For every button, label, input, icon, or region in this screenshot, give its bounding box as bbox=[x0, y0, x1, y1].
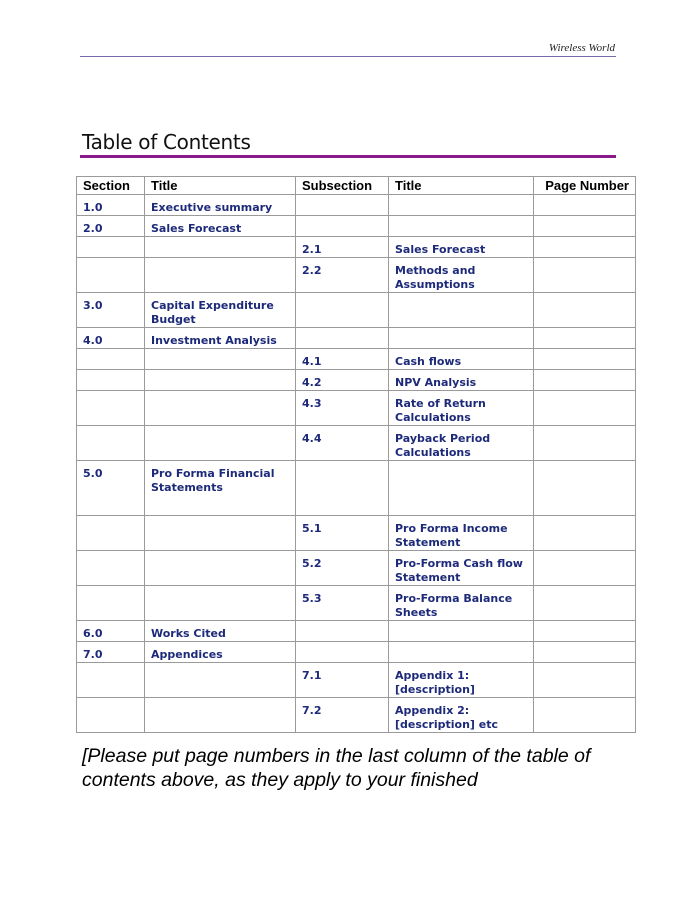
column-header-page-number: Page Number bbox=[534, 177, 636, 195]
subsection-cell: 7.2 bbox=[296, 698, 389, 733]
subsection-cell bbox=[296, 621, 389, 642]
page-number-cell bbox=[534, 195, 636, 216]
title-cell bbox=[145, 586, 296, 621]
toc-row bbox=[77, 516, 636, 551]
subtitle-cell: Appendix 2: [description] etc bbox=[389, 698, 534, 733]
section-cell bbox=[77, 551, 145, 586]
running-header: Wireless World bbox=[548, 42, 615, 54]
subsection-cell bbox=[296, 461, 389, 516]
page-number-cell bbox=[534, 258, 636, 293]
subtitle-cell: Payback Period Calculations bbox=[389, 426, 534, 461]
title-cell: Executive summary bbox=[145, 195, 296, 216]
toc-row bbox=[77, 349, 636, 370]
subsection-cell bbox=[296, 328, 389, 349]
title-cell bbox=[145, 551, 296, 586]
instruction-note: [Please put page numbers in the last column of the table of contents above, as they apply to your finished bbox=[82, 745, 591, 791]
subsection-cell bbox=[296, 293, 389, 328]
toc-row bbox=[77, 663, 636, 698]
title-cell bbox=[145, 663, 296, 698]
toc-heading-rule bbox=[80, 155, 616, 158]
header-rule bbox=[80, 56, 616, 57]
toc-row bbox=[77, 216, 636, 237]
subtitle-cell bbox=[389, 642, 534, 663]
subsection-cell: 5.2 bbox=[296, 551, 389, 586]
subtitle-cell bbox=[389, 216, 534, 237]
section-cell bbox=[77, 370, 145, 391]
section-cell bbox=[77, 349, 145, 370]
toc-row bbox=[77, 237, 636, 258]
section-cell bbox=[77, 237, 145, 258]
toc-heading: Table of Contents bbox=[82, 130, 251, 154]
subsection-cell: 4.1 bbox=[296, 349, 389, 370]
subtitle-cell bbox=[389, 293, 534, 328]
section-cell: 6.0 bbox=[77, 621, 145, 642]
page-number-cell bbox=[534, 621, 636, 642]
title-cell: Capital Expenditure Budget bbox=[145, 293, 296, 328]
title-cell bbox=[145, 391, 296, 426]
subsection-cell: 2.1 bbox=[296, 237, 389, 258]
section-cell bbox=[77, 663, 145, 698]
page-number-cell bbox=[534, 426, 636, 461]
subsection-cell: 2.2 bbox=[296, 258, 389, 293]
title-cell bbox=[145, 237, 296, 258]
subsection-cell: 4.3 bbox=[296, 391, 389, 426]
toc-row bbox=[77, 293, 636, 328]
subtitle-cell bbox=[389, 621, 534, 642]
subtitle-cell: Sales Forecast bbox=[389, 237, 534, 258]
title-cell: Investment Analysis bbox=[145, 328, 296, 349]
subtitle-cell bbox=[389, 461, 534, 516]
page-number-cell bbox=[534, 586, 636, 621]
page-number-cell bbox=[534, 461, 636, 516]
section-cell: 4.0 bbox=[77, 328, 145, 349]
title-cell bbox=[145, 258, 296, 293]
subtitle-cell: Pro-Forma Cash flow Statement bbox=[389, 551, 534, 586]
subtitle-cell bbox=[389, 328, 534, 349]
page-number-cell bbox=[534, 370, 636, 391]
toc-body bbox=[77, 195, 636, 733]
toc-row bbox=[77, 551, 636, 586]
toc-row bbox=[77, 328, 636, 349]
page-number-cell bbox=[534, 349, 636, 370]
column-header-section: Section bbox=[77, 177, 145, 195]
page-number-cell bbox=[534, 237, 636, 258]
section-cell bbox=[77, 698, 145, 733]
toc-row bbox=[77, 258, 636, 293]
page-number-cell bbox=[534, 216, 636, 237]
subsection-cell: 5.3 bbox=[296, 586, 389, 621]
subtitle-cell: Pro Forma Income Statement bbox=[389, 516, 534, 551]
toc-table bbox=[76, 176, 636, 733]
title-cell: Appendices bbox=[145, 642, 296, 663]
page-number-cell bbox=[534, 551, 636, 586]
section-cell: 2.0 bbox=[77, 216, 145, 237]
subtitle-cell: NPV Analysis bbox=[389, 370, 534, 391]
subsection-cell: 4.4 bbox=[296, 426, 389, 461]
page-number-cell bbox=[534, 391, 636, 426]
subsection-cell: 5.1 bbox=[296, 516, 389, 551]
toc-row bbox=[77, 642, 636, 663]
toc-row bbox=[77, 461, 636, 516]
column-header-subsection: Subsection bbox=[296, 177, 389, 195]
page-number-cell bbox=[534, 698, 636, 733]
title-cell: Sales Forecast bbox=[145, 216, 296, 237]
title-cell: Works Cited bbox=[145, 621, 296, 642]
title-cell bbox=[145, 698, 296, 733]
page-number-cell bbox=[534, 328, 636, 349]
page-number-cell bbox=[534, 516, 636, 551]
title-cell bbox=[145, 516, 296, 551]
toc-row bbox=[77, 698, 636, 733]
toc-row bbox=[77, 621, 636, 642]
title-cell bbox=[145, 370, 296, 391]
section-cell: 1.0 bbox=[77, 195, 145, 216]
column-header-subtitle: Title bbox=[389, 177, 534, 195]
section-cell: 5.0 bbox=[77, 461, 145, 516]
subsection-cell bbox=[296, 195, 389, 216]
title-cell bbox=[145, 349, 296, 370]
toc-header-row bbox=[77, 177, 636, 195]
subsection-cell bbox=[296, 642, 389, 663]
section-cell: 3.0 bbox=[77, 293, 145, 328]
subsection-cell bbox=[296, 216, 389, 237]
subtitle-cell bbox=[389, 195, 534, 216]
subtitle-cell: Rate of Return Calculations bbox=[389, 391, 534, 426]
section-cell bbox=[77, 516, 145, 551]
subtitle-cell: Appendix 1: [description] bbox=[389, 663, 534, 698]
section-cell bbox=[77, 586, 145, 621]
toc-row bbox=[77, 391, 636, 426]
subtitle-cell: Cash flows bbox=[389, 349, 534, 370]
page-number-cell bbox=[534, 642, 636, 663]
page-number-cell bbox=[534, 663, 636, 698]
page-number-cell bbox=[534, 293, 636, 328]
subtitle-cell: Methods and Assumptions bbox=[389, 258, 534, 293]
section-cell bbox=[77, 426, 145, 461]
section-cell bbox=[77, 391, 145, 426]
subtitle-cell: Pro-Forma Balance Sheets bbox=[389, 586, 534, 621]
column-header-title: Title bbox=[145, 177, 296, 195]
title-cell bbox=[145, 426, 296, 461]
title-cell: Pro Forma Financial Statements bbox=[145, 461, 296, 516]
toc-row bbox=[77, 370, 636, 391]
toc-row bbox=[77, 426, 636, 461]
section-cell: 7.0 bbox=[77, 642, 145, 663]
subsection-cell: 4.2 bbox=[296, 370, 389, 391]
subsection-cell: 7.1 bbox=[296, 663, 389, 698]
toc-row bbox=[77, 586, 636, 621]
toc-row bbox=[77, 195, 636, 216]
section-cell bbox=[77, 258, 145, 293]
